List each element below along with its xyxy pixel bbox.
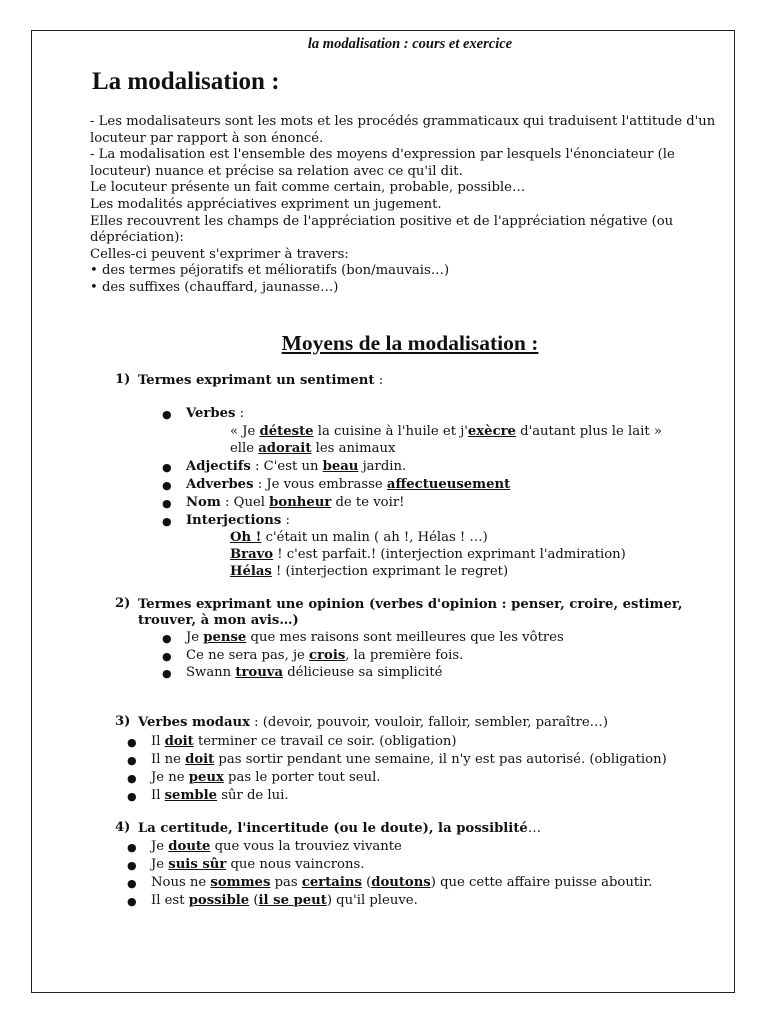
list-item: Je pense que mes raisons sont meilleures que les vôtres — [186, 630, 564, 645]
adverbes-line: Adverbes : Je vous embrasse affectueusement — [186, 477, 511, 492]
intro-block — [90, 114, 730, 297]
section-number: 1) — [115, 372, 131, 387]
bullet-icon: ● — [162, 667, 172, 680]
verbes-example: « Je déteste la cuisine à l'huile et j'exècre d'autant plus le lait » — [230, 424, 662, 439]
list-item: Il semble sûr de lui. — [151, 788, 289, 803]
section-number: 4) — [115, 820, 131, 835]
bullet-icon: ● — [162, 632, 172, 645]
section-4-heading: La certitude, l'incertitude (ou le doute), la possiblité… — [138, 821, 541, 836]
intro-line: - La modalisation est l'ensemble des moyens d'expression par lesquels l'énonciateur (le locuteur) nuance et précise sa relation avec ce qu'il dit. — [90, 147, 675, 179]
interjection-example: Bravo ! c'est parfait.! (interjection exprimant l'admiration) — [230, 547, 626, 562]
bullet-icon: ● — [162, 497, 172, 510]
list-item: Je ne peux pas le porter tout seul. — [151, 770, 381, 785]
section-1-heading: Termes exprimant un sentiment : — [138, 373, 384, 388]
bullet-icon: ● — [162, 479, 172, 492]
section-2-heading: Termes exprimant une opinion (verbes d'opinion : penser, croire, estimer, — [138, 597, 683, 612]
bullet-icon: ● — [162, 408, 172, 421]
list-item: Il est possible (il se peut) qu'il pleuve. — [151, 893, 418, 908]
list-item: Je doute que vous la trouviez vivante — [151, 839, 402, 854]
intro-line: Celles-ci peuvent s'exprimer à travers: — [90, 246, 349, 262]
list-item: Il doit terminer ce travail ce soir. (obligation) — [151, 734, 457, 749]
section-2-heading-cont: trouver, à mon avis…) — [138, 613, 299, 628]
nom-line: Nom : Quel bonheur de te voir! — [186, 495, 405, 510]
bullet-icon: ● — [127, 772, 137, 785]
interjections-line: Interjections : — [186, 513, 290, 528]
bullet-icon: ● — [127, 736, 137, 749]
section-number: 2) — [115, 596, 131, 611]
bullet-icon: ● — [127, 790, 137, 803]
intro-line: Elles recouvrent les champs de l'appréciation positive et de l'appréciation négative (ou dépréciation): — [90, 213, 674, 246]
intro-line: - Les modalisateurs sont les mots et les procédés grammaticaux qui traduisent l'attitude d'un locuteur par rapport à son énoncé. — [90, 114, 716, 146]
intro-line: • des termes péjoratifs et mélioratifs (bon/mauvais…) — [90, 263, 450, 279]
main-title: La modalisation : — [92, 68, 280, 95]
verbes-line: Verbes : — [186, 406, 245, 421]
header-title: la modalisation : cours et exercice — [307, 36, 513, 52]
interjection-example: Oh ! c'était un malin ( ah !, Hélas ! …) — [230, 530, 488, 545]
list-item: Swann trouva délicieuse sa simplicité — [186, 665, 443, 680]
intro-line: • des suffixes (chauffard, jaunasse…) — [90, 279, 339, 295]
list-item: Il ne doit pas sortir pendant une semaine, il n'y est pas autorisé. (obligation) — [151, 752, 667, 767]
list-item: Ce ne sera pas, je crois, la première fois. — [186, 648, 464, 663]
section-title: Moyens de la modalisation : — [281, 331, 539, 355]
bullet-icon: ● — [127, 754, 137, 767]
interjection-example: Hélas ! (interjection exprimant le regret) — [230, 564, 509, 579]
intro-line: Le locuteur présente un fait comme certain, probable, possible… — [90, 180, 526, 196]
bullet-icon: ● — [127, 841, 137, 854]
bullet-icon: ● — [162, 515, 172, 528]
adjectifs-line: Adjectifs : C'est un beau jardin. — [186, 459, 407, 474]
bullet-icon: ● — [162, 650, 172, 663]
section-3-heading: Verbes modaux : (devoir, pouvoir, vouloir, falloir, sembler, paraître…) — [138, 715, 609, 730]
intro-line: Les modalités appréciatives expriment un jugement. — [90, 196, 442, 212]
bullet-icon: ● — [127, 895, 137, 908]
bullet-icon: ● — [162, 461, 172, 474]
verbes-example: elle adorait les animaux — [230, 441, 396, 456]
list-item: Je suis sûr que nous vaincrons. — [151, 857, 365, 872]
section-number: 3) — [115, 714, 131, 729]
bullet-icon: ● — [127, 859, 137, 872]
bullet-icon: ● — [127, 877, 137, 890]
list-item: Nous ne sommes pas certains (doutons) que cette affaire puisse aboutir. — [151, 875, 653, 890]
